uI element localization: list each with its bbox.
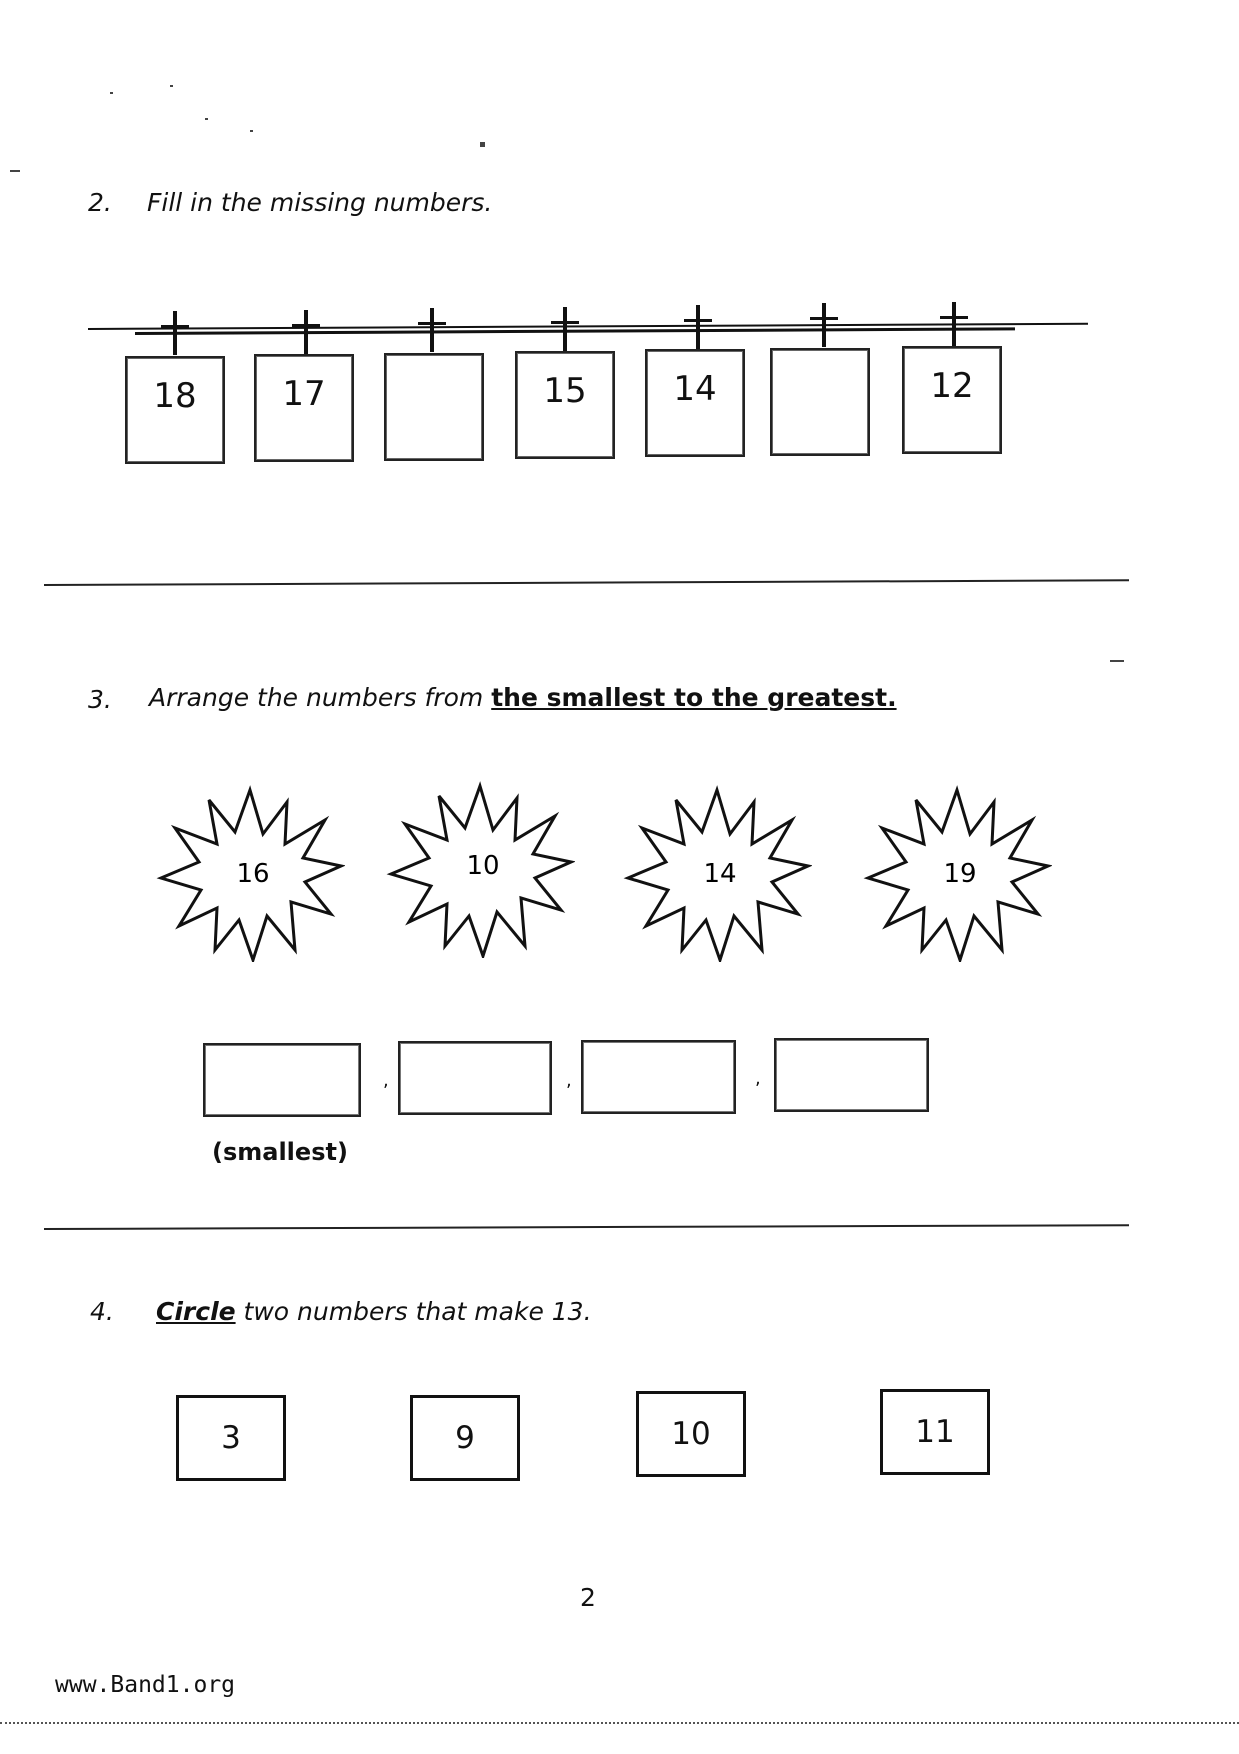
starburst [622,782,812,962]
section-divider [44,1224,1129,1230]
number-card: 15 [515,351,615,459]
clothes-peg [173,311,177,355]
instruction-text: two numbers that make 13. [235,1297,592,1326]
clothes-peg [696,305,700,349]
clothes-peg [822,303,826,347]
instruction-emphasis: Circle [156,1297,236,1326]
question-4-number: 4. [90,1297,114,1326]
question-3-number: 3. [88,685,112,714]
speckle [205,118,208,120]
number-card: 17 [254,354,354,462]
star-number: 10 [466,851,500,881]
section-divider [44,579,1129,586]
comma: , [383,1070,389,1091]
number-card: 12 [902,346,1002,454]
page-number: 2 [580,1583,596,1612]
star-number: 16 [236,859,270,889]
clothes-peg [430,308,434,352]
speckle [170,85,173,87]
missing-number-card[interactable] [770,348,870,456]
question-2-instruction: Fill in the missing numbers. [147,188,493,217]
smallest-label: (smallest) [212,1138,348,1166]
clothes-peg [563,307,567,351]
number-option[interactable]: 9 [410,1395,520,1481]
star-number: 14 [703,859,737,889]
missing-number-card[interactable] [384,353,484,461]
starburst [862,782,1052,962]
footer-url: www.Band1.org [55,1672,236,1698]
question-3-instruction [149,683,897,712]
speckle [110,92,113,94]
number-option[interactable]: 10 [636,1391,746,1477]
number-card: 14 [645,349,745,457]
starburst [155,782,345,962]
clothes-peg [304,310,308,354]
number-option[interactable]: 11 [880,1389,990,1475]
speckle [10,170,20,172]
answer-box[interactable] [774,1038,929,1112]
speckle [1110,660,1124,662]
clothes-peg [952,302,956,346]
star-number: 19 [943,859,977,889]
question-2-number: 2. [88,188,112,217]
comma: , [755,1068,761,1089]
instruction-text: Arrange the numbers from [149,683,492,712]
number-option[interactable]: 3 [176,1395,286,1481]
answer-box[interactable] [203,1043,361,1117]
starburst [385,778,575,958]
answer-box[interactable] [581,1040,736,1114]
answer-box[interactable] [398,1041,552,1115]
instruction-emphasis: the smallest to the greatest. [491,683,897,712]
number-card: 18 [125,356,225,464]
speckle [480,142,485,147]
question-4-instruction [156,1297,592,1326]
speckle [250,130,253,132]
bottom-edge-noise [0,1722,1239,1724]
comma: , [566,1070,572,1091]
